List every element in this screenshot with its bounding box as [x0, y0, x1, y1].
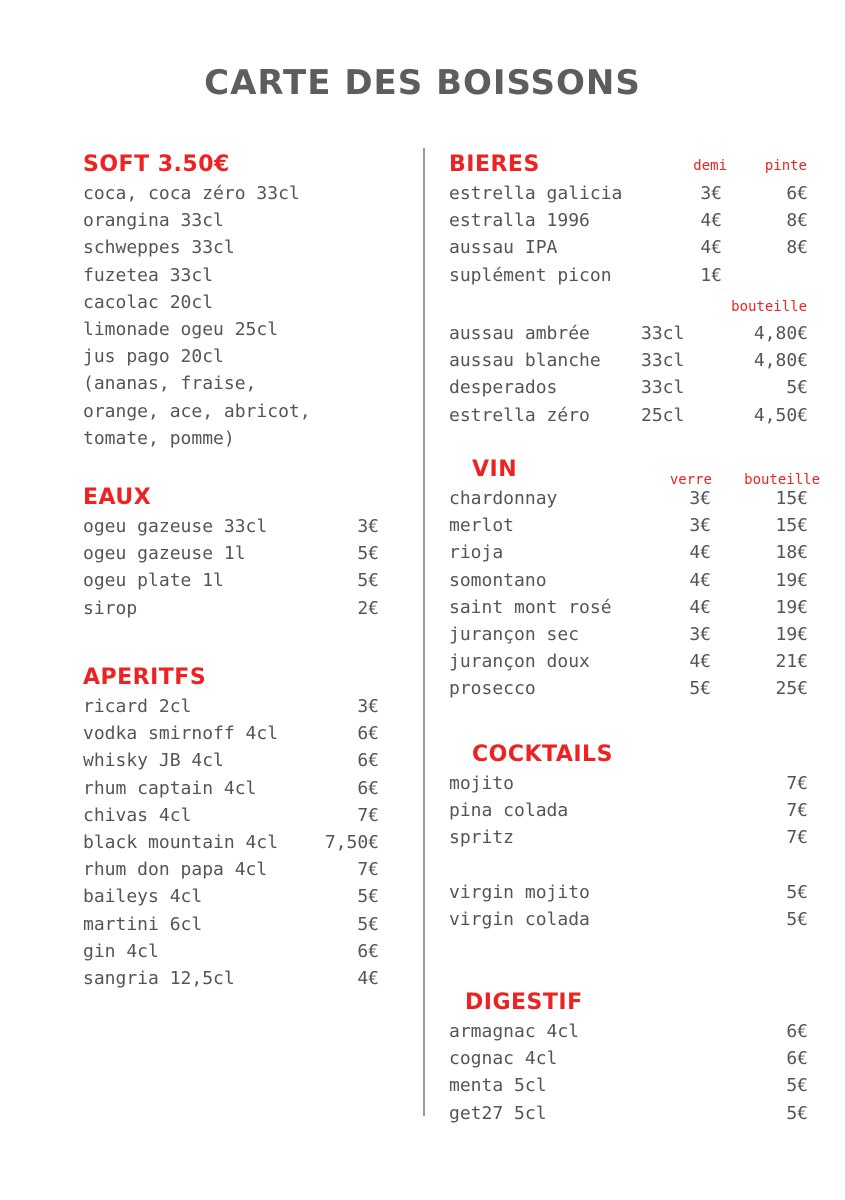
item-price: 6€: [357, 723, 379, 745]
item-name: saint mont rosé: [449, 596, 612, 618]
list-item: [449, 1018, 808, 1045]
item-name: rioja: [449, 542, 504, 564]
item-name: ogeu gazeuse 1l: [83, 543, 246, 565]
item-price: 5€: [786, 1075, 808, 1097]
item-name: suplément picon: [449, 264, 612, 286]
price-bouteille: 19€: [775, 569, 808, 591]
item-price: 7€: [786, 773, 808, 794]
item-name: ricard 2cl: [83, 696, 192, 717]
item-name: virgin mojito: [449, 882, 590, 903]
item-name: mojito: [449, 773, 515, 794]
item-name: black mountain 4cl: [83, 832, 279, 853]
price-pinte: 8€: [786, 210, 808, 232]
list-item: [83, 938, 379, 965]
list-item: [83, 747, 379, 774]
item-price: 2€: [357, 597, 379, 619]
list-item: [449, 1100, 808, 1127]
section-title-aperitifs: APERITFS: [83, 665, 207, 690]
item-name: spritz: [449, 827, 515, 849]
list-item: [449, 770, 808, 797]
list-item: [83, 802, 379, 829]
item-name: fuzetea 33cl: [83, 264, 214, 286]
list-item: [449, 262, 808, 289]
item-name: somontano: [449, 569, 547, 591]
item-name: pina colada: [449, 800, 569, 822]
list-item: [449, 675, 808, 702]
item-name: estrella galicia: [449, 183, 623, 204]
item-name: aussau ambrée: [449, 323, 590, 344]
price-bouteille: 21€: [775, 651, 808, 673]
list-item: [83, 425, 383, 452]
price-bouteille: 19€: [775, 596, 808, 618]
price-demi: 4€: [700, 210, 722, 232]
item-price: 5€: [786, 377, 808, 399]
list-item: [449, 824, 808, 851]
item-name: orangina 33cl: [83, 210, 224, 232]
list-item: [83, 883, 379, 910]
price-pinte: 6€: [786, 183, 808, 204]
list-item: [83, 693, 379, 720]
list-item: [83, 567, 379, 594]
list-item: [83, 775, 379, 802]
item-price: 5€: [357, 570, 379, 592]
price-verre: 4€: [689, 596, 711, 618]
column-divider: [423, 148, 425, 1116]
item-size: 33cl: [641, 377, 685, 399]
item-name: martini 6cl: [83, 913, 203, 935]
item-price: 7€: [786, 800, 808, 822]
item-name: get27 5cl: [449, 1102, 547, 1124]
item-price: 4,80€: [753, 350, 808, 372]
list-item: [449, 567, 808, 594]
item-price: 4,80€: [753, 323, 808, 344]
list-item: [83, 234, 383, 261]
item-price: 6€: [786, 1021, 808, 1042]
vin-header-verre: verre: [669, 472, 712, 488]
bieres-header-pinte: pinte: [764, 158, 807, 174]
item-name: vodka smirnoff 4cl: [83, 723, 279, 745]
price-verre: 3€: [689, 624, 711, 645]
price-pinte: 8€: [786, 237, 808, 259]
price-verre: 3€: [689, 515, 711, 537]
item-price: 5€: [786, 909, 808, 931]
vin-header-bouteille: bouteille: [744, 472, 820, 488]
section-title-digestif: DIGESTIF: [465, 990, 583, 1015]
section-title-bieres: BIERES: [449, 152, 540, 177]
list-item: [449, 374, 808, 401]
item-name: rhum captain 4cl: [83, 777, 257, 799]
item-name: merlot: [449, 515, 515, 537]
list-item: [449, 539, 808, 566]
list-item: [449, 402, 808, 429]
item-name: baileys 4cl: [83, 886, 203, 908]
list-item: [83, 289, 383, 316]
list-item: [449, 1045, 808, 1072]
list-item: [83, 595, 379, 622]
item-name: armagnac 4cl: [449, 1021, 580, 1042]
item-name: ogeu gazeuse 33cl: [83, 516, 268, 537]
item-name: aussau blanche: [449, 350, 601, 372]
list-item: [83, 398, 383, 425]
list-item: [83, 965, 379, 992]
list-item: [83, 829, 379, 856]
price-demi: 3€: [700, 183, 722, 204]
item-price: 4€: [357, 968, 379, 989]
list-item: [449, 234, 808, 261]
price-verre: 5€: [689, 678, 711, 700]
list-item: [83, 343, 383, 370]
item-name: coca, coca zéro 33cl: [83, 183, 300, 204]
list-item: [449, 512, 808, 539]
item-price: 3€: [357, 696, 379, 717]
item-name: prosecco: [449, 678, 536, 700]
list-item: [83, 180, 383, 207]
item-name: estrella zéro: [449, 404, 590, 426]
item-name: rhum don papa 4cl: [83, 859, 268, 881]
list-item: [449, 347, 808, 374]
list-item: [449, 621, 808, 648]
item-name: orange, ace, abricot,: [83, 400, 311, 422]
item-price: 6€: [786, 1048, 808, 1070]
item-price: 5€: [786, 1102, 808, 1124]
list-item: [449, 320, 808, 347]
item-name: desperados: [449, 377, 558, 399]
item-name: virgin colada: [449, 909, 590, 931]
list-item: [449, 207, 808, 234]
price-demi: 4€: [700, 237, 722, 259]
list-item: [449, 879, 808, 906]
item-name: jurançon sec: [449, 624, 580, 645]
price-demi: 1€: [700, 264, 722, 286]
item-name: menta 5cl: [449, 1075, 547, 1097]
item-name: (ananas, fraise,: [83, 373, 257, 395]
price-verre: 4€: [689, 542, 711, 564]
item-price: 5€: [357, 886, 379, 908]
list-item: [449, 797, 808, 824]
price-bouteille: 19€: [775, 624, 808, 645]
item-price: 5€: [786, 882, 808, 903]
list-item: [83, 207, 383, 234]
section-title-soft: SOFT 3.50€: [83, 152, 230, 177]
price-verre: 4€: [689, 569, 711, 591]
item-name: limonade ogeu 25cl: [83, 319, 279, 340]
list-item: [449, 180, 808, 207]
page-title: CARTE DES BOISSONS: [204, 63, 641, 103]
item-price: 7€: [357, 859, 379, 881]
price-verre: 4€: [689, 651, 711, 673]
item-size: 25cl: [641, 404, 685, 426]
price-bouteille: 15€: [775, 515, 808, 537]
item-name: schweppes 33cl: [83, 237, 235, 259]
item-name: sangria 12,5cl: [83, 968, 235, 989]
item-name: tomate, pomme): [83, 427, 235, 449]
bieres-header-demi: demi: [693, 158, 727, 174]
list-item: [449, 594, 808, 621]
list-item: [83, 262, 383, 289]
item-name: gin 4cl: [83, 940, 159, 962]
list-item: [449, 906, 808, 933]
item-name: ogeu plate 1l: [83, 570, 224, 592]
item-price: 6€: [357, 750, 379, 772]
list-item: [83, 856, 379, 883]
list-item: [83, 370, 383, 397]
list-item: [83, 911, 379, 938]
item-name: jurançon doux: [449, 651, 590, 673]
list-item: [83, 540, 379, 567]
item-price: 7€: [357, 804, 379, 826]
item-name: cognac 4cl: [449, 1048, 558, 1070]
price-verre: 3€: [689, 488, 711, 509]
price-bouteille: 18€: [775, 542, 808, 564]
item-price: 3€: [357, 516, 379, 537]
item-size: 33cl: [641, 323, 685, 344]
item-size: 33cl: [641, 350, 685, 372]
bieres-header-bouteille: bouteille: [731, 299, 807, 315]
price-bouteille: 25€: [775, 678, 808, 700]
list-item: [449, 485, 808, 512]
section-title-vin: VIN: [472, 457, 518, 482]
price-bouteille: 15€: [775, 488, 808, 509]
item-name: jus pago 20cl: [83, 346, 224, 368]
item-price: 4,50€: [753, 404, 808, 426]
list-item: [83, 513, 379, 540]
list-item: [83, 720, 379, 747]
section-title-cocktails: COCKTAILS: [472, 742, 613, 767]
item-price: 7€: [786, 827, 808, 849]
item-name: aussau IPA: [449, 237, 558, 259]
list-item: [83, 316, 383, 343]
item-name: chivas 4cl: [83, 804, 192, 826]
item-price: 6€: [357, 777, 379, 799]
item-price: 5€: [357, 543, 379, 565]
item-name: sirop: [83, 597, 138, 619]
item-price: 6€: [357, 940, 379, 962]
item-name: cacolac 20cl: [83, 291, 214, 313]
item-price: 5€: [357, 913, 379, 935]
item-price: 7,50€: [324, 832, 379, 853]
section-title-eaux: EAUX: [83, 485, 152, 510]
item-name: chardonnay: [449, 488, 558, 509]
list-item: [449, 648, 808, 675]
item-name: estralla 1996: [449, 210, 590, 232]
item-name: whisky JB 4cl: [83, 750, 224, 772]
list-item: [449, 1072, 808, 1099]
